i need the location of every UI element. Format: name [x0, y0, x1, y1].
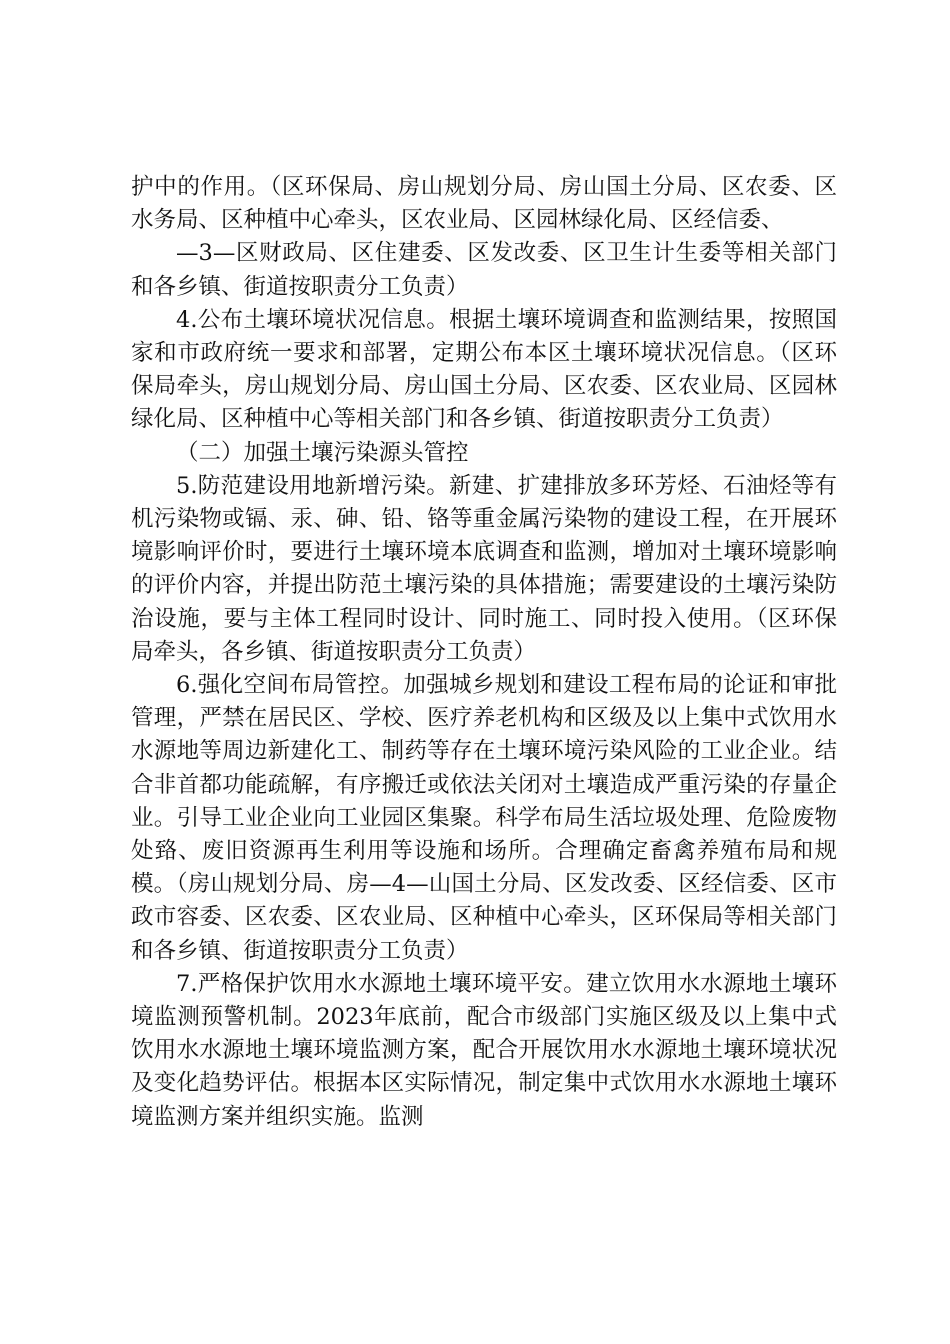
paragraph-item-4: 4.公布土壤环境状况信息。根据土壤环境调查和监测结果，按照国家和市政府统一要求和部署，定期公布本区土壤环境状况信息。（区环保局牵头，房山规划分局、房山国土分局、区农委、区农业局、区园林绿化局、区种植中心等相关部门和各乡镇、街道按职责分工负责） [131, 306, 837, 433]
paragraph-page-break: —3—区财政局、区住建委、区发改委、区卫生计生委等相关部门和各乡镇、街道按职责分工负责） [131, 240, 837, 300]
paragraph-continuation: 护中的作用。（区环保局、房山规划分局、房山国土分局、区农委、区水务局、区种植中心牵头，区农业局、区园林绿化局、区经信委、 [131, 174, 837, 234]
paragraph-item-5: 5.防范建设用地新增污染。新建、扩建排放多环芳烃、石油烃等有机污染物或镉、汞、砷、铅、铬等重金属污染物的建设工程，在开展环境影响评价时，要进行土壤环境本底调查和监测，增加对土壤环境影响的评价内容，并提出防范土壤污染的具体措施；需要建设的土壤污染防治设施，要与主体工程同时设计、同时施工、同时投入使用。（区环保局牵头，各乡镇、街道按职责分工负责） [131, 472, 837, 665]
paragraph-item-6: 6.强化空间布局管控。加强城乡规划和建设工程布局的论证和审批管理，严禁在居民区、学校、医疗养老机构和区级及以上集中式饮用水水源地等周边新建化工、制药等存在土壤环境污染风险的工业企业。结合非首都功能疏解，有序搬迁或依法关闭对土壤造成严重污染的存量企业。引导工业企业向工业园区集聚。科学布局生活垃圾处理、危险废物处臵、废旧资源再生利用等设施和场所。合理确定畜禽养殖布局和规模。（房山规划分局、房—4—山国土分局、区发改委、区经信委、区市政市容委、区农委、区农业局、区种植中心牵头，区环保局等相关部门和各乡镇、街道按职责分工负责） [131, 672, 837, 964]
document-page [131, 171, 837, 1134]
paragraph-item-7: 7.严格保护饮用水水源地土壤环境平安。建立饮用水水源地土壤环境监测预警机制。2023年底前，配合市级部门实施区级及以上集中式饮用水水源地土壤环境监测方案，配合开展饮用水水源地土壤环境状况及变化趋势评估。根据本区实际情况，制定集中式饮用水水源地土壤环境监测方案并组织实施。监测 [131, 970, 837, 1130]
section-heading: （二）加强土壤污染源头管控 [176, 439, 469, 466]
